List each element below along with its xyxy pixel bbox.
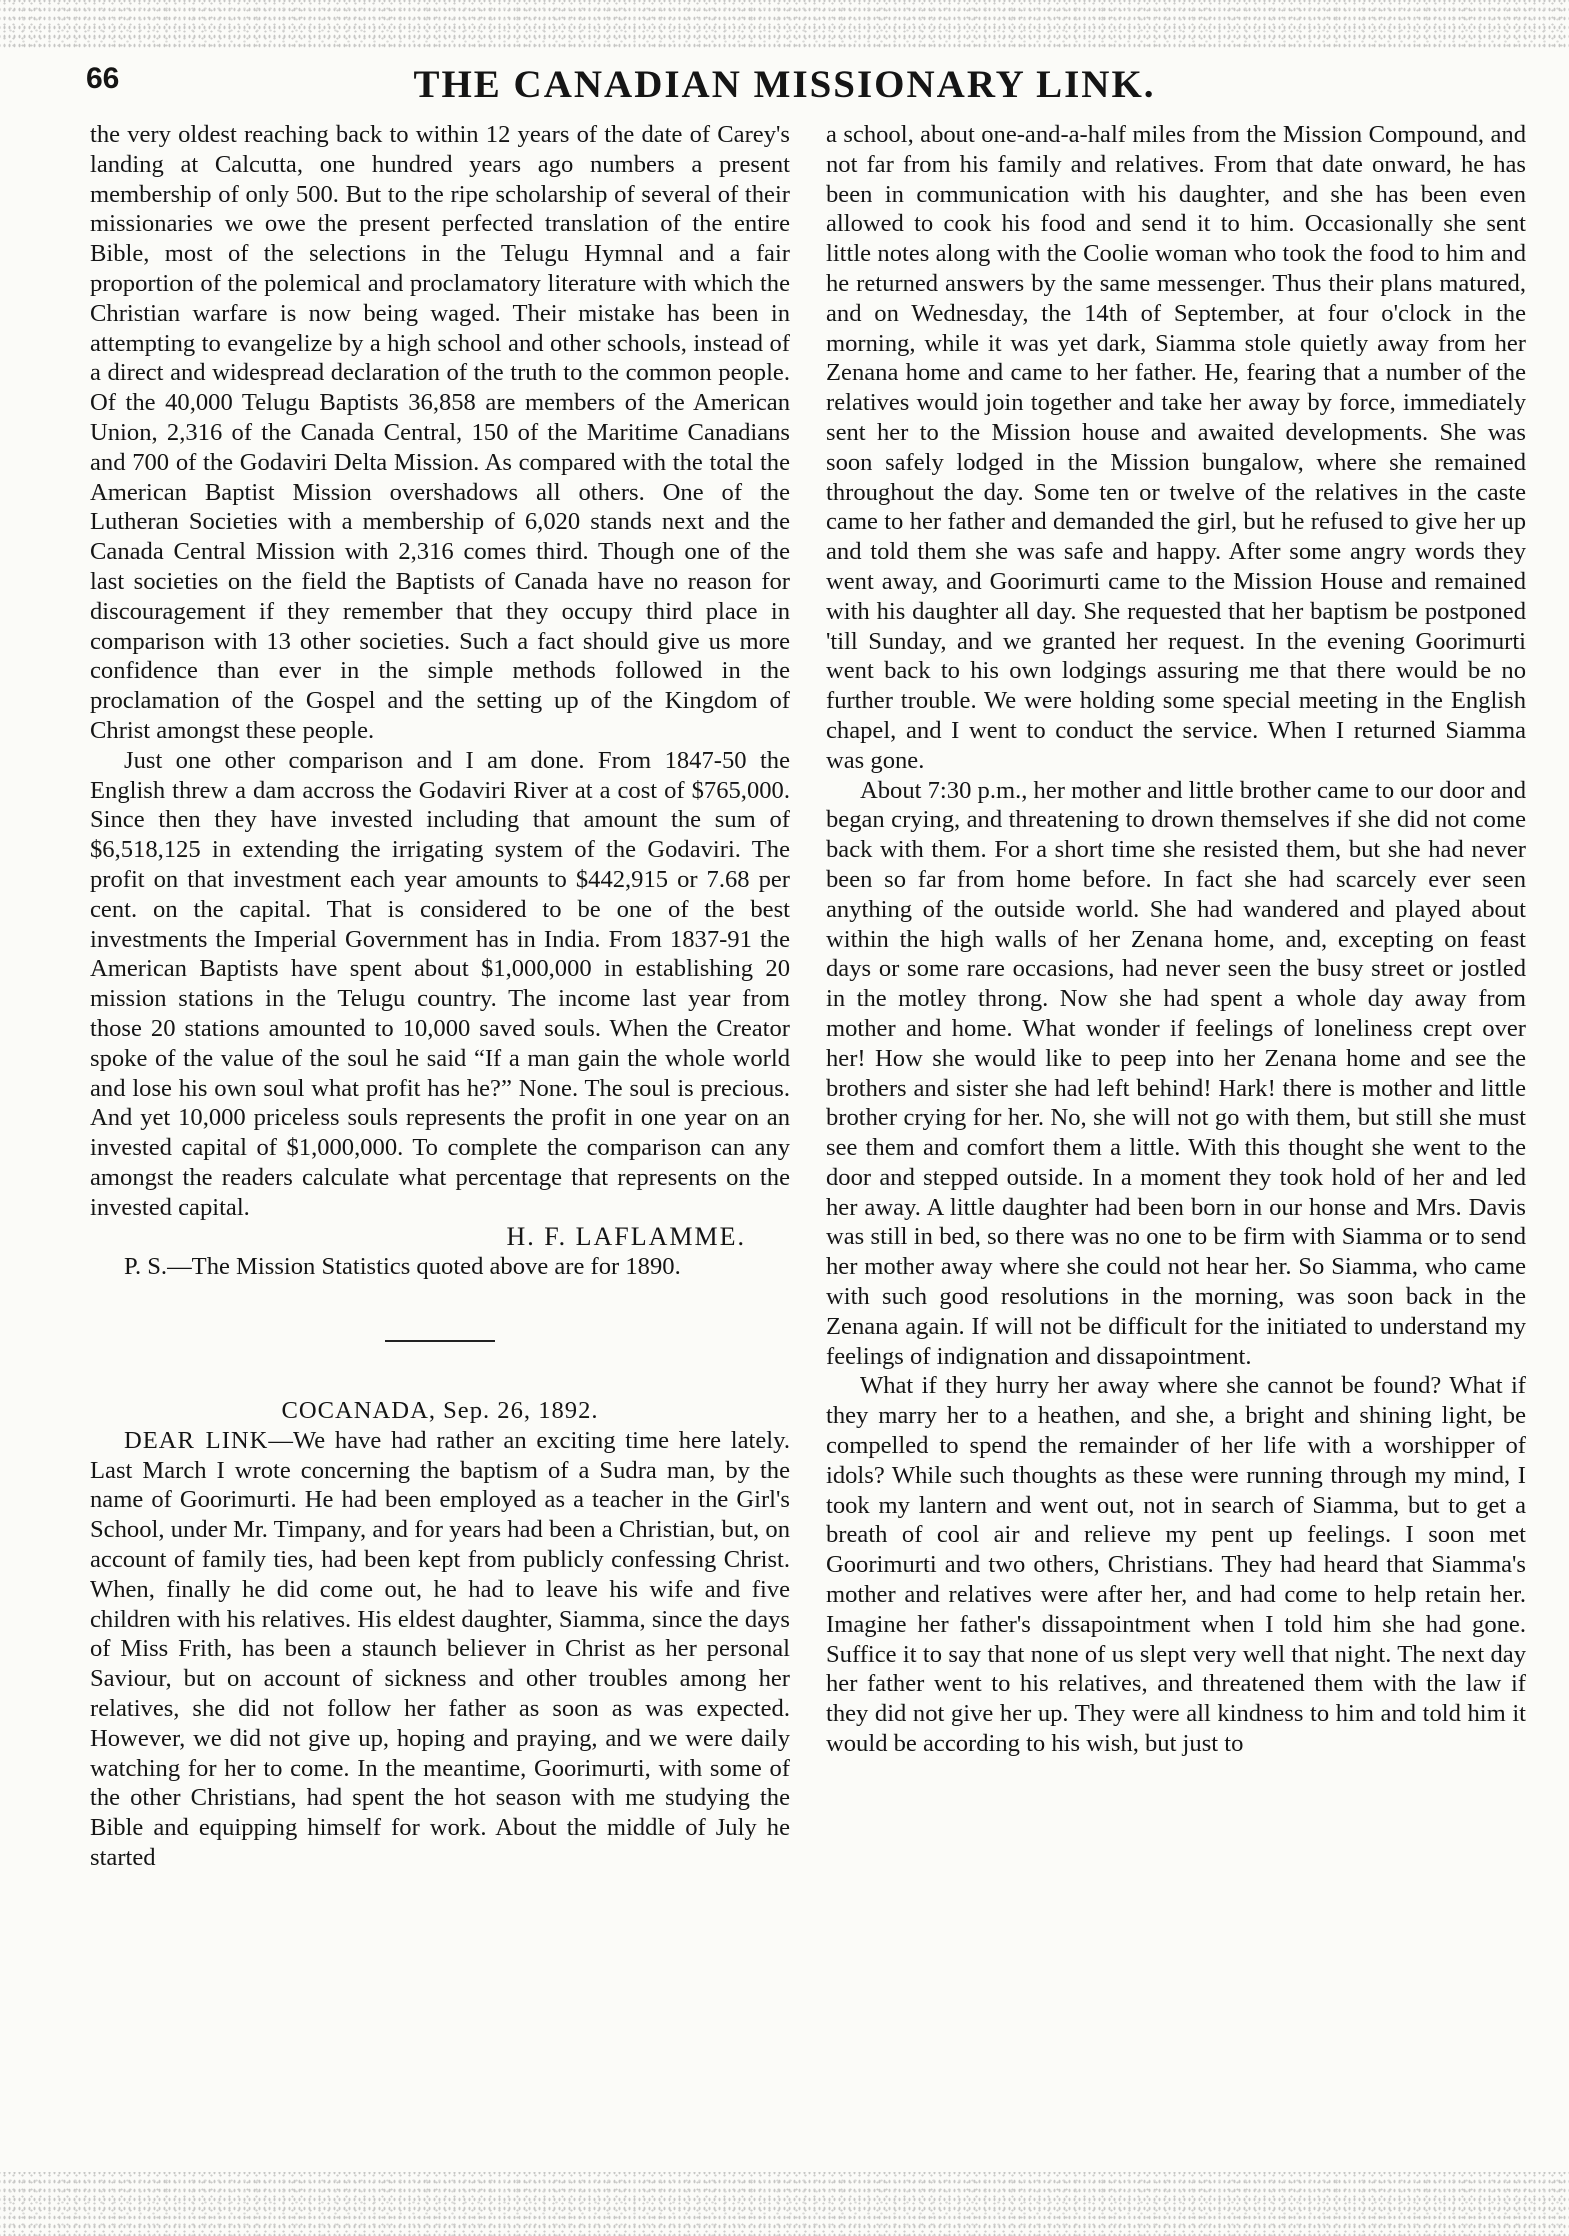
letter-continuation-paragraph: a school, about one-and-a-half miles from the Mission Compound, and not far from his family and relatives. From that date onward, he has been in communication with his daughter, and she has been even allowed to cook his food and send it to him. Occasionally she sent little notes along with the Coolie woman who took the food to him and he returned answers by the same messenger. Thus their plans matured, and on Wednesday, the 14th of September, at four o'clock in the morning, while it was yet dark, Siamma stole quietly away from her Zenana home and came to her father. He, fearing that a number of the relatives would join together and take her away by force, immediately sent her to the Mission house and awaited developments. She was soon safely lodged in the Mission bungalow, where she remained throughout the day. Some ten or twelve of the relatives in the caste came to her father and demanded the girl, but he refused to give her up and told them she was safe and happy. After some angry words they went away, and Goorimurti came to the Mission House and remained with his daughter all day. She requested that her baptism be postponed 'till Sunday, and we granted her request. In the evening Goorimurti went back to his own lodgings assuring me that there would be no further trouble. We were holding some special meeting in the English chapel, and I went to conduct the service. When I returned Siamma was gone. bbox=[826, 121, 1526, 774]
scan-noise-top bbox=[0, 0, 1569, 50]
page-number: 66 bbox=[86, 62, 120, 95]
letter-salutation: DEAR LINK bbox=[124, 1426, 269, 1454]
letter-reflection-paragraph: What if they hurry her away where she cannot be found? What if they marry her to a heathen, and she, a bright and shining light, be compelled to spend the remainder of her life with a worshipper of idols? While such thoughts as these were running through my mind, I took my lantern and went out, not in search of Siamma, but to get a breath of cool air and relieve my pent up feelings. I soon met Goorimurti and two others, Christians. They had heard that Siamma's mother and relatives were after her, and had come to help retain her. Imagine her father's dissapointment when I told him she had gone. Suffice it to say that none of us slept very well that night. The next day her father went to his relatives, and threatened them with the law if they did not give her up. They were all kindness to him and told him it would be according to his wish, but just to bbox=[826, 1372, 1526, 1758]
letter-dateline: COCANADA, Sep. 26, 1892. bbox=[281, 1397, 599, 1425]
postscript: P. S.—The Mission Statistics quoted above are for 1890. bbox=[124, 1253, 681, 1281]
journal-title: THE CANADIAN MISSIONARY LINK. bbox=[413, 63, 1156, 106]
author-signature: H. F. LAFLAMME. bbox=[506, 1222, 746, 1252]
left-column bbox=[90, 120, 790, 1873]
article-continuation-paragraph: the very oldest reaching back to within 12 years of the date of Carey's landing at Calcutta, one hundred years ago numbers a present membership of only 500. But to the ripe scholarship of several of their missionaries we owe the present perfected translation of the entire Bible, most of the selections in the Telugu Hymnal and a fair proportion of the polemical and proclamatory literature with which the Christian warfare is now being waged. Their mistake has been in attempting to evangelize by a high school and other schools, instead of a direct and widespread declaration of the truth to the common people. Of the 40,000 Telugu Baptists 36,858 are members of the American Union, 2,316 of the Canada Central, 150 of the Maritime Canadians and 700 of the Godaviri Delta Mission. As compared with the total the American Baptist Mission overshadows all others. One of the Lutheran Societies with a membership of 6,020 stands next and the Canada Central Mission with 2,316 comes third. Though one of the last societies on the field the Baptists of Canada have no reason for discouragement if they remember that they occupy third place in comparison with 13 other societies. Such a fact should give us more confidence than ever in the simple methods followed in the proclamation of the Gospel and the setting up of the Kingdom of Christ amongst these people. bbox=[90, 121, 790, 744]
scan-noise-bottom bbox=[0, 2172, 1569, 2236]
right-column bbox=[826, 120, 1526, 1759]
letter-evening-paragraph: About 7:30 p.m., her mother and little brother came to our door and began crying, and threatening to drown themselves if she did not come back with them. For a short time she resisted them, but she had never been so far from home before. In fact she had scarcely ever seen anything of the outside world. She had wandered and played about within the high walls of her Zenana home, and, excepting on feast days or some rare occasions, had never seen the busy street or jostled in the motley throng. Now she had spent a whole day away from mother and home. What wonder if feelings of loneliness crept over her! How she would like to peep into her Zenana home and see the brothers and sister she had left behind! Hark! there is mother and little brother crying for her. No, she will not go with them, but still she must see them and comfort them a little. With this thought she went to the door and stepped outside. In a moment they took hold of her and led her away. A little daughter had been born in our honse and Mrs. Davis was still in bed, so there was no one to be firm with Siamma or to send her mother away where she could not hear her. So Siamma, who came with such good resolutions in the morning, was soon back in the Zenana again. If will not be difficult for the initiated to understand my feelings of indignation and dissapointment. bbox=[826, 776, 1526, 1370]
comparison-paragraph: Just one other comparison and I am done. From 1847-50 the English threw a dam accross the Godaviri River at a cost of $765,000. Since then they have invested including that amount the sum of $6,518,125 in extending the irrigating system of the Godaviri. The profit on that investment each year amounts to $442,915 or 7.68 per cent. on the capital. That is considered to be one of the best investments the Imperial Government has in India. From 1837-91 the American Baptists have spent about $1,000,000 in establishing 20 mission stations in the Telugu country. The income last year from those 20 stations amounted to 10,000 saved souls. When the Creator spoke of the value of the soul he said “If a man gain the whole world and lose his own soul what profit has he?” None. The soul is precious. And yet 10,000 priceless souls represents the profit in one year on an invested capital of $1,000,000. To complete the comparison can any amongst the readers calculate what percentage that represents on the invested capital. bbox=[90, 746, 790, 1221]
section-divider bbox=[385, 1340, 495, 1342]
letter-opening-text: —We have had rather an exciting time here lately. Last March I wrote concerning the baptism of a Sudra man, by the name of Goorimurti. He had been employed as a teacher in the Girl's School, under Mr. Timpany, and for years had been a Christian, but, on account of family ties, had been kept from publicly confessing Christ. When, finally he did come out, he had to leave his wife and five children with his relatives. His eldest daughter, Siamma, since the days of Miss Frith, has been a staunch believer in Christ as her personal Saviour, but on account of sickness and other troubles among her relatives, she did not follow her father as soon as was expected. However, we did not give up, hoping and praying, and we were daily watching for her to come. In the meantime, Goorimurti, with some of the other Christians, had spent the hot season with me studying the Bible and equipping himself for work. About the middle of July he started bbox=[90, 1426, 790, 1872]
letter-opening-paragraph bbox=[90, 1426, 790, 1873]
